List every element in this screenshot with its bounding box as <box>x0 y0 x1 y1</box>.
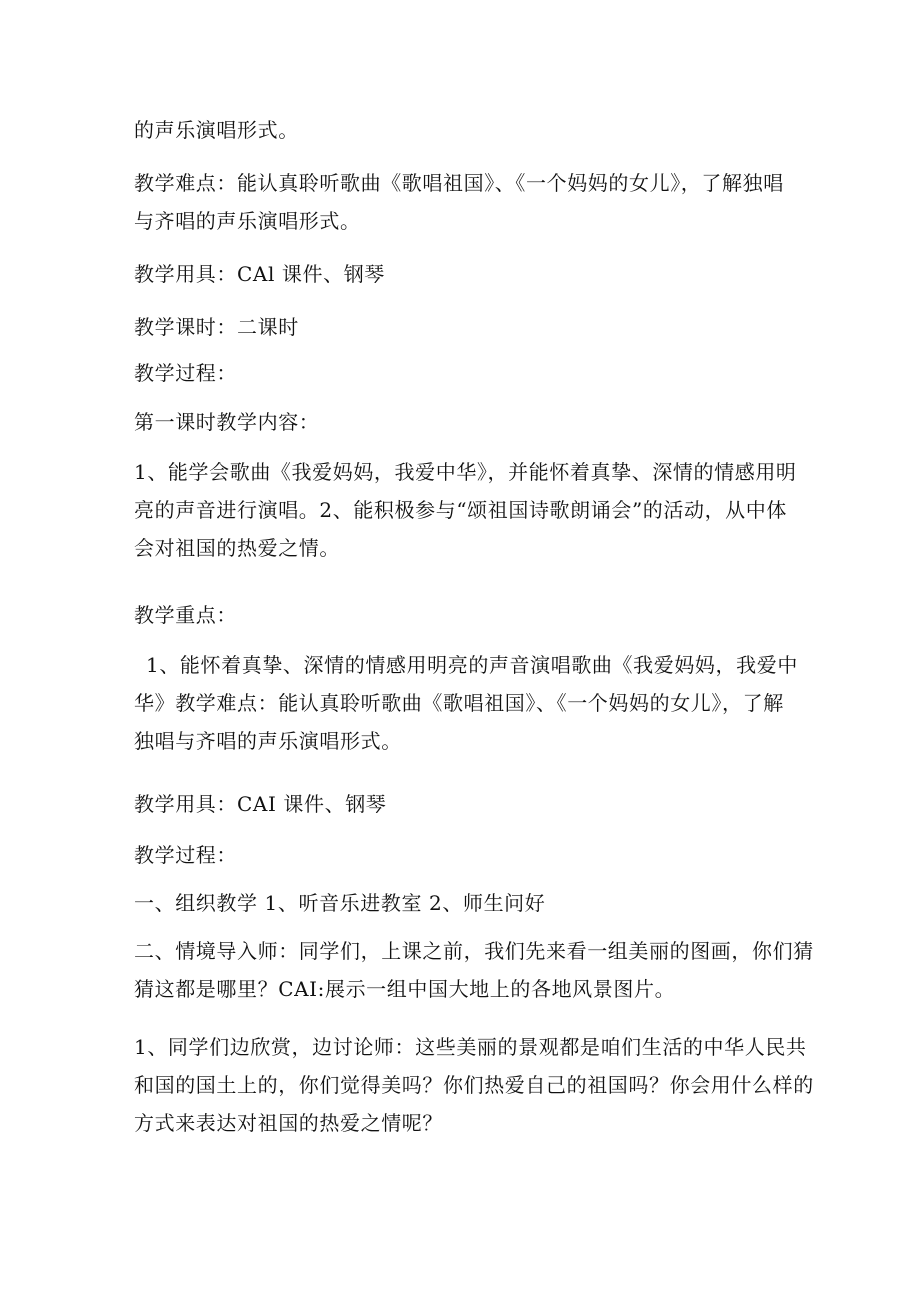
text-line: 与齐唱的声乐演唱形式。 <box>134 209 361 233</box>
paragraph-class-hours <box>134 308 794 346</box>
text-line: 教学课时：二课时 <box>134 315 299 339</box>
text-line: 教学难点：能认真聆听歌曲《歌唱祖国》、《一个妈妈的女儿》，了解独唱 <box>134 171 784 195</box>
paragraph-objectives <box>134 453 797 567</box>
text-line: 1、同学们边欣赏，边讨论师：这些美丽的景观都是咱们生活的中华人民共 <box>134 1035 807 1059</box>
text-line: 会对祖国的热爱之情。 <box>134 536 340 560</box>
paragraph-organize-teaching <box>134 884 794 922</box>
paragraph-teaching-tools <box>134 255 794 293</box>
paragraph-teaching-process <box>134 354 794 392</box>
text-line: 教学用具：CAI 课件、钢琴 <box>134 792 387 816</box>
text-line: 亮的声音进行演唱。2、能积极参与“颂祖国诗歌朗诵会”的活动，从中体 <box>134 498 787 522</box>
paragraph-focus-details <box>134 646 798 760</box>
paragraph-first-lesson-content <box>134 403 794 441</box>
text-line: 1、能怀着真挚、深情的情感用明亮的声音演唱歌曲《我爱妈妈，我爱中 <box>146 653 798 677</box>
text-line: 华》教学难点：能认真聆听歌曲《歌唱祖国》、《一个妈妈的女儿》，了解 <box>134 691 784 715</box>
text-line: 猜这都是哪里？CAI:展示一组中国大地上的各地风景图片。 <box>134 977 676 1001</box>
paragraph-scenario-intro <box>134 932 814 1008</box>
text-line: 教学用具：CAl 课件、钢琴 <box>134 262 385 286</box>
paragraph-appreciation-discussion <box>134 1028 814 1142</box>
paragraph-teaching-tools-2 <box>134 785 794 823</box>
text-line: 1、能学会歌曲《我爱妈妈，我爱中华》，并能怀着真挚、深情的情感用明 <box>134 460 797 484</box>
paragraph-teaching-difficulty <box>134 164 794 240</box>
text-line: 和国的国土上的，你们觉得美吗？你们热爱自己的祖国吗？你会用什么样的 <box>134 1073 814 1097</box>
text-line: 方式来表达对祖国的热爱之情呢？ <box>134 1111 443 1135</box>
text-line: 的声乐演唱形式。 <box>134 118 299 142</box>
text-line: 一、组织教学 1、听音乐进教室 2、师生问好 <box>134 891 546 915</box>
text-line: 独唱与齐唱的声乐演唱形式。 <box>134 729 402 753</box>
text-line: 教学重点： <box>134 603 237 627</box>
text-line: 教学过程： <box>134 843 237 867</box>
paragraph-vocal-form-end <box>134 111 794 149</box>
text-line: 二、情境导入师：同学们，上课之前，我们先来看一组美丽的图画，你们猜 <box>134 939 814 963</box>
text-line: 教学过程： <box>134 361 237 385</box>
paragraph-teaching-process-2 <box>134 836 794 874</box>
text-line: 第一课时教学内容： <box>134 410 320 434</box>
paragraph-teaching-focus <box>134 596 794 634</box>
